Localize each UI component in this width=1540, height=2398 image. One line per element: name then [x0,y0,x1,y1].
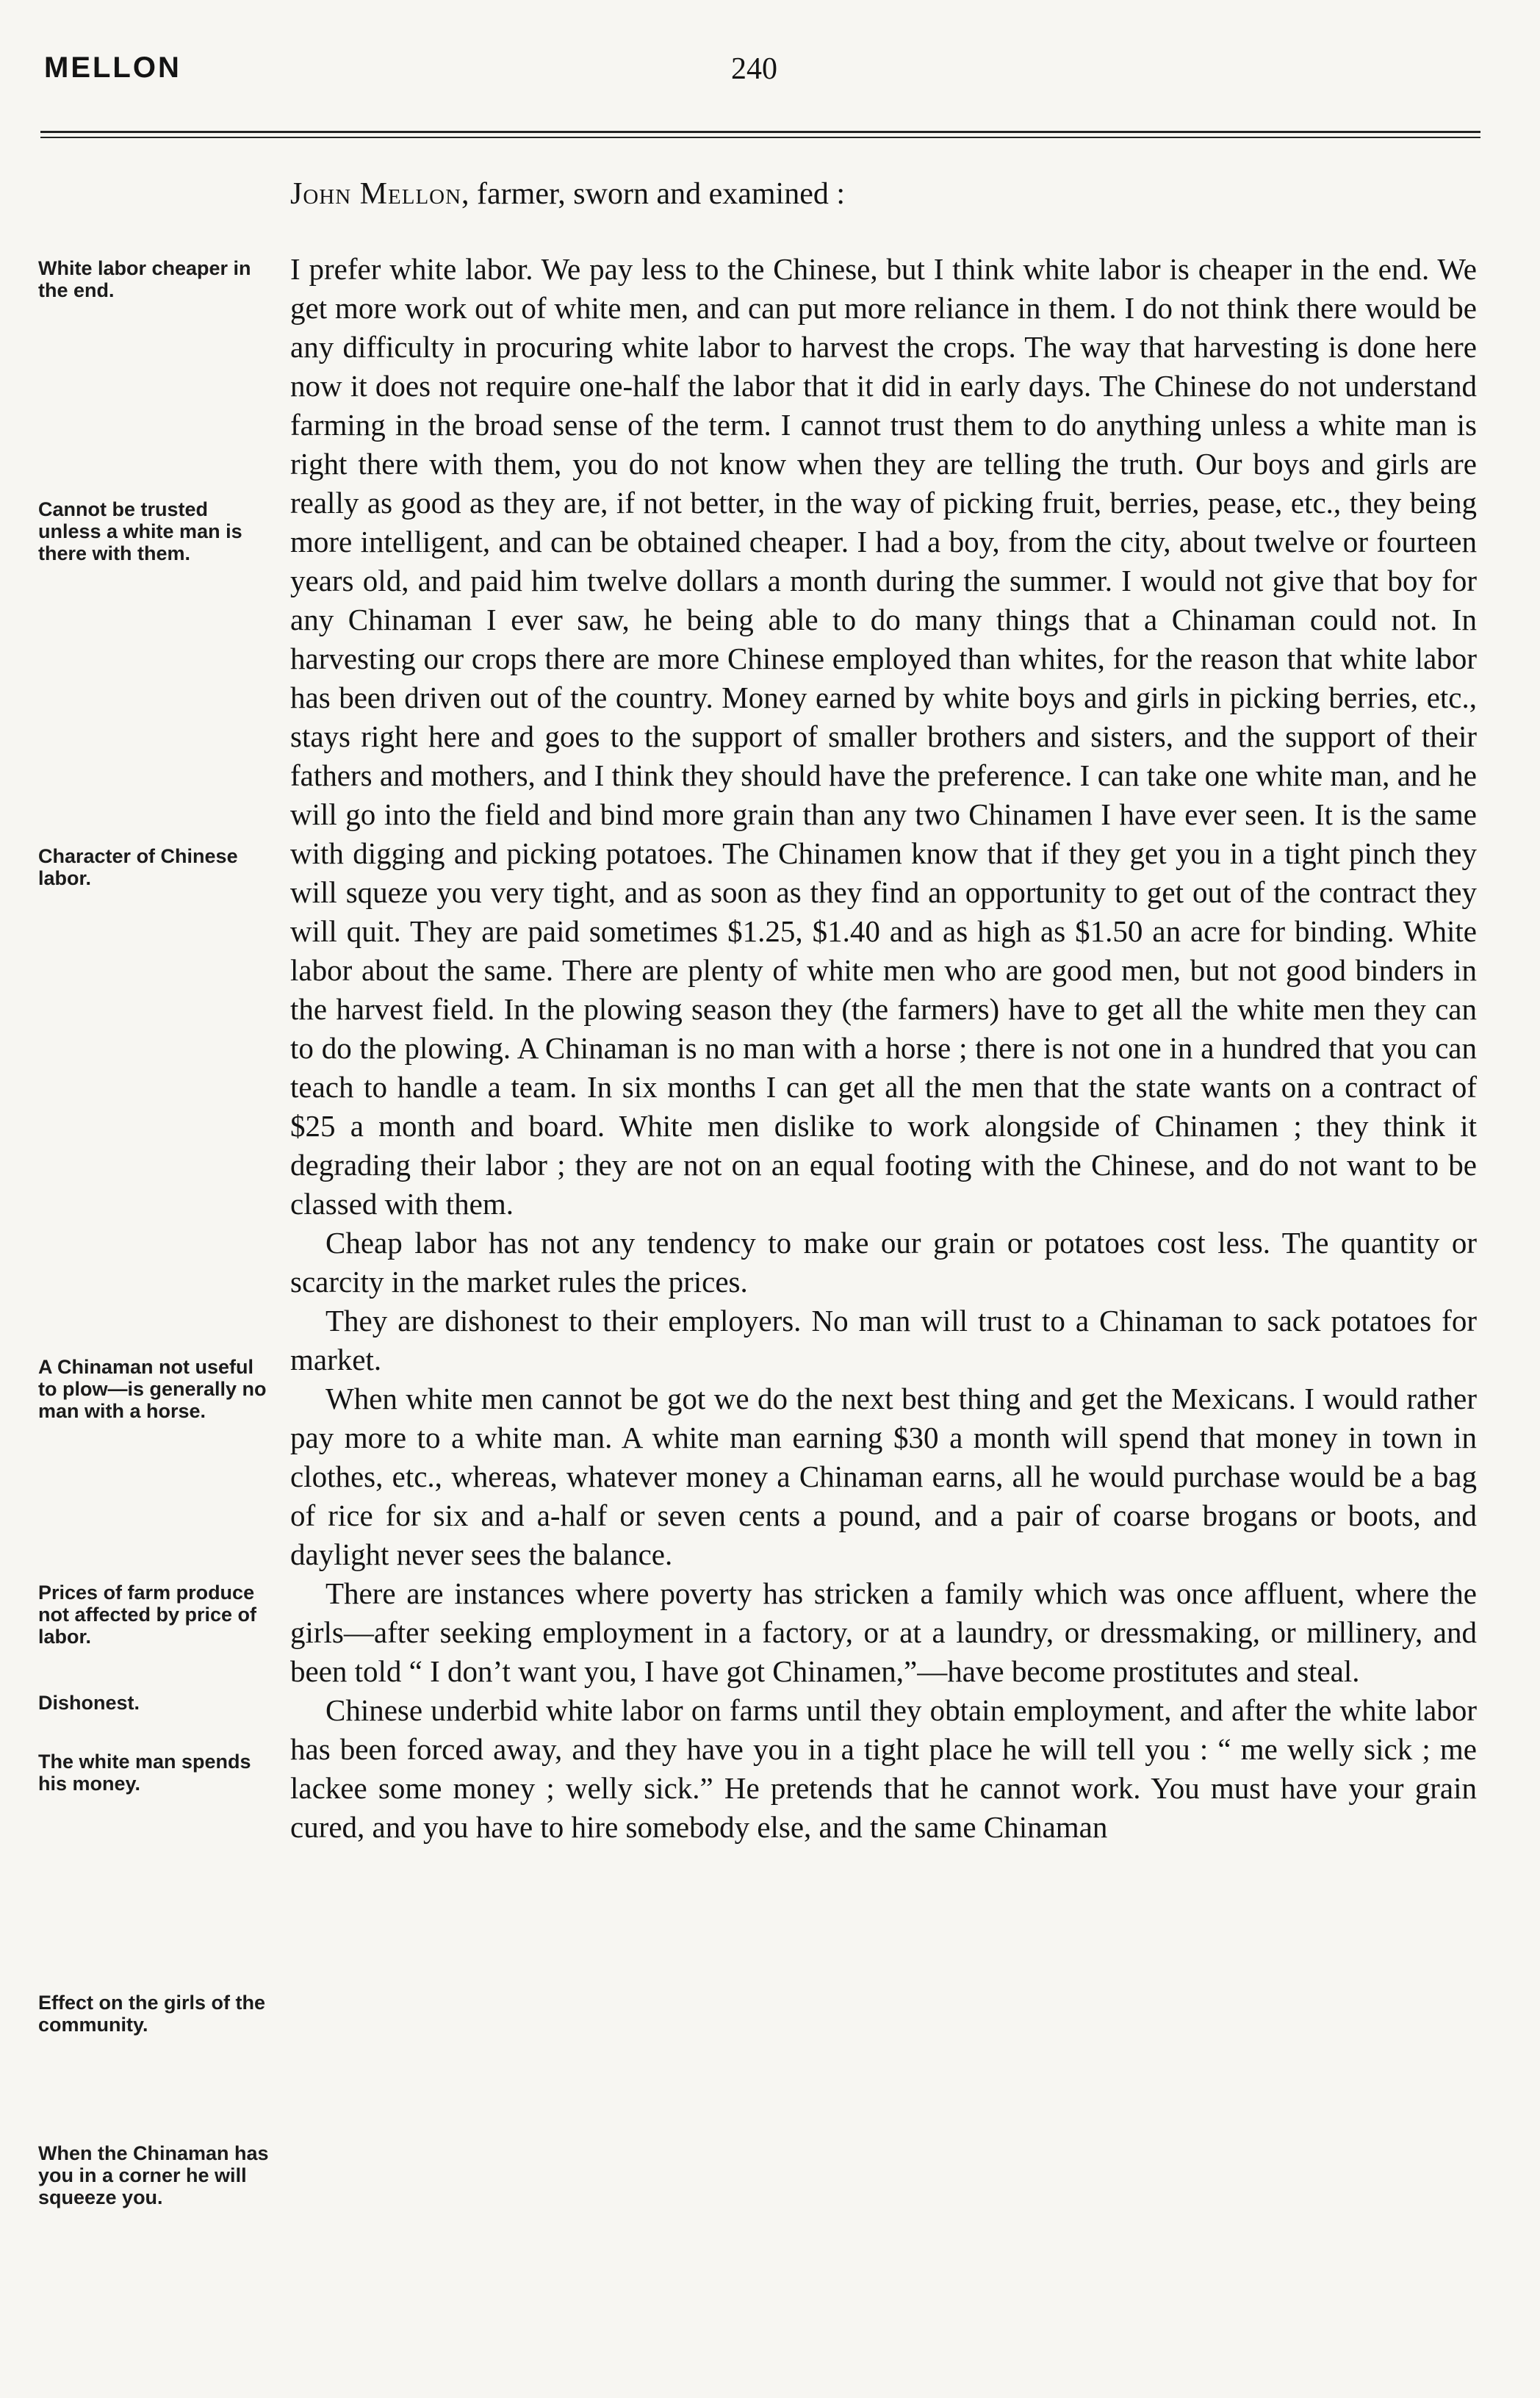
margin-note: Dishonest. [38,1692,140,1714]
testimony-paragraph: I prefer white labor. We pay less to the Chinese, but I think white labor is cheaper in the end. We get more work out of white men, and can put more reliance in them. I do not think there would be any difficulty in procuring white labor to harvest the crops. The way that harvesting is done here now it does not require one-half the labor that it did in early days. The Chinese do not understand farming in the broad sense of the term. I cannot trust them to do anything unless a white man is right there with them, you do not know when they are telling the truth. Our boys and girls are really as good as they are, if not better, in the way of picking fruit, berries, pease, etc., they being more intelligent, and can be obtained cheaper. I had a boy, from the city, about twelve or fourteen years old, and paid him twelve dollars a month during the summer. I would not give that boy for any Chinaman I ever saw, he being able to do many things that a Chinaman could not. In harvesting our crops there are more Chinese employed than whites, for the reason that white labor has been driven out of the country. Money earned by white boys and girls in picking berries, etc., stays right here and goes to the support of smaller brothers and sisters, and the support of their fathers and mothers, and I think they should have the preference. I can take one white man, and he will go into the field and bind more grain than any two Chinamen I have ever seen. It is the same with digging and picking potatoes. The Chinamen know that if they get you in a tight pinch they will squeze you very tight, and as soon as they find an opportunity to get out of the contract they will quit. They are paid sometimes $1.25, $1.40 and as high as $1.50 an acre for binding. White labor about the same. There are plenty of white men who are good men, but not good binders in the harvest field. In the plowing season they (the farmers) have to get all the white men they can to do the plowing. A Chinaman is no man with a horse ; there is not one in a hundred that you can teach to handle a team. In six months I can get all the men that the state wants on a contract of $25 a month and board. White men dislike to work alongside of Chinamen ; they think it degrading their labor ; they are not on an equal footing with the Chinese, and do not want to be classed with them. [290,252,1477,1221]
witness-name: John Mellon [290,177,462,211]
margin-note: When the Chinaman has you in a corner he will squeeze you. [38,2142,269,2208]
witness-description: , farmer, sworn and examined : [461,177,846,211]
margin-note: Effect on the girls of the community. [38,1992,266,2036]
margin-note: A Chinaman not useful to plow—is generally no man with a horse. [38,1356,267,1422]
testimony-paragraph: When white men cannot be got we do the next best thing and get the Mexicans. I would rather pay more to a white man. A white man earning $30 a month will spend that money in town in clothes, etc., whereas, whatever money a Chinaman earns, all he would purchase would be a bag of rice for six and a-half or seven cents a pound, and a pair of coarse brogans or boots, and daylight never sees the balance. [290,1382,1477,1571]
margin-note: Cannot be trusted unless a white man is there with them. [38,498,242,564]
witness-heading [290,176,845,212]
margin-note: The white man spends his money. [38,1751,251,1795]
header-rule-top [40,131,1480,133]
testimony-paragraph: Chinese underbid white labor on farms until they obtain employment, and after the white labor has been forced away, and they have you in a tight place he will tell you : “ me welly sick ; me lackee some money ; welly sick.” He pretends that he cannot work. You must have your grain cured, and you have to hire somebody else, and the same Chinaman [290,1693,1477,1844]
testimony-body [290,250,1477,1847]
page-header [22,51,1477,96]
header-rule-bottom [40,137,1480,138]
running-head: MELLON [44,51,181,84]
margin-note: Prices of farm produce not affected by price of labor. [38,1582,257,1648]
testimony-paragraph: Cheap labor has not any tendency to make our grain or potatoes cost less. The quantity or scarcity in the market rules the prices. [290,1226,1477,1299]
testimony-paragraph: They are dishonest to their employers. No man will trust to a Chinaman to sack potatoes for market. [290,1304,1477,1376]
margin-note: White labor cheaper in the end. [38,257,251,301]
testimony-paragraph: There are instances where poverty has stricken a family which was once affluent, where the girls—after seeking employment in a factory, or at a laundry, or dressmaking, or millinery, and been told “ I don’t want you, I have got Chinamen,”—have become prostitutes and steal. [290,1576,1477,1688]
margin-note: Character of Chinese labor. [38,845,238,889]
page-number: 240 [731,52,777,86]
